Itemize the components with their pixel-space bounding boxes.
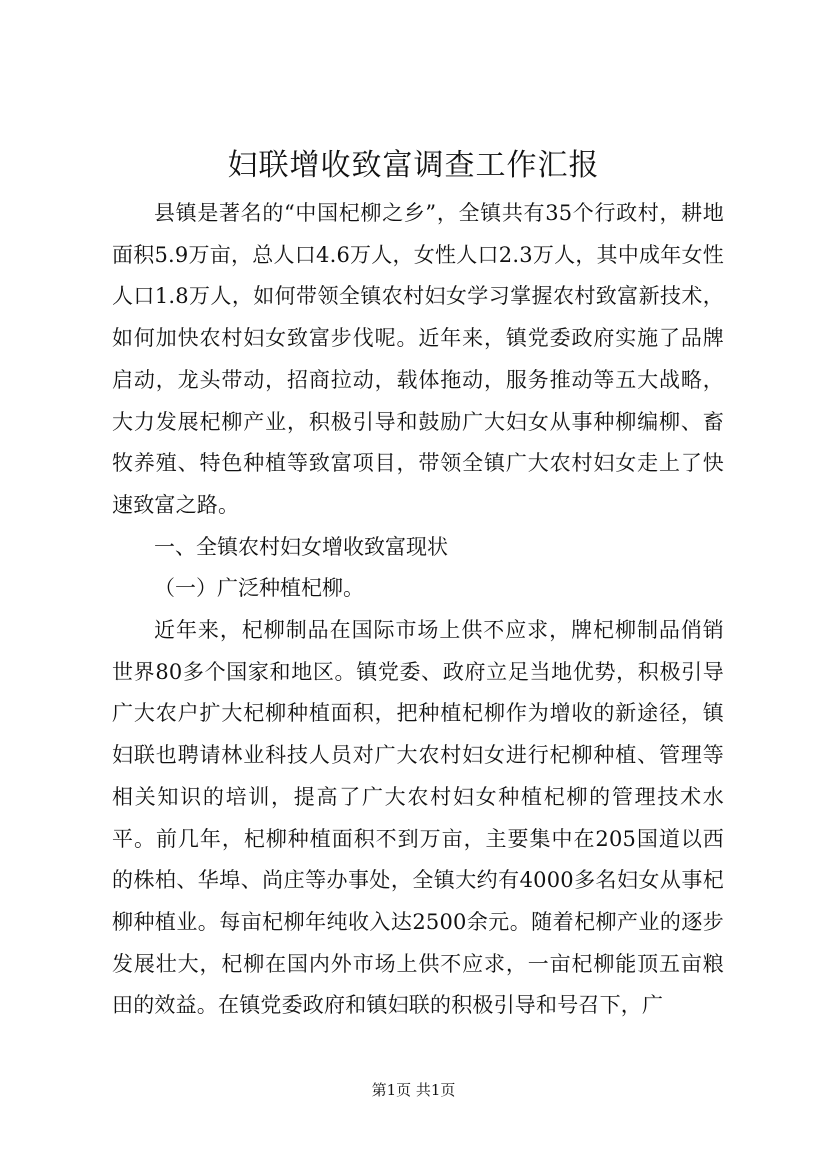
subsection-paragraph: 近年来，杞柳制品在国际市场上供不应求，牌杞柳制品俏销世界80多个国家和地区。镇党委、政府立足当地优势，积极引导广大农户扩大杞柳种植面积，把种植杞柳作为增收的新途径，镇妇联也聘请林业科技人员对广大农村妇女进行杞柳种植、管理等相关知识的培训，提高了广大农村妇女种植杞柳的管理技术水平。前几年，杞柳种植面积不到万亩，主要集中在205国道以西的株柏、华埠、尚庄等办事处，全镇大约有4000多名妇女从事杞柳种植业。每亩杞柳年纯收入达2500余元。随着杞柳产业的逐步发展壮大，杞柳在国内外市场上供不应求，一亩杞柳能顶五亩粮田的效益。在镇党委政府和镇妇联的积极引导和号召下，广 (112, 618, 724, 1018)
subsection-heading: （一）广泛种植杞柳。 (154, 576, 364, 601)
document-body (112, 193, 724, 1027)
intro-paragraph: 县镇是著名的“中国杞柳之乡”，全镇共有35个行政村，耕地面积5.9万亩，总人口4.6万人，女性人口2.3万人，其中成年女性人口1.8万人，如何带领全镇农村妇女学习掌握农村致富新技术，如何加快农村妇女致富步伐呢。近年来，镇党委政府实施了品牌启动，龙头带动，招商拉动，载体拖动，服务推动等五大战略，大力发展杞柳产业，积极引导和鼓励广大妇女从事种柳编柳、畜牧养殖、特色种植等致富项目，带领全镇广大农村妇女走上了快速致富之路。 (112, 201, 724, 517)
document-title: 妇联增收致富调查工作汇报 (227, 148, 600, 183)
section-heading: 一、全镇农村妇女增收致富现状 (154, 534, 448, 559)
page-footer: 第1页 共1页 (371, 1081, 456, 1099)
